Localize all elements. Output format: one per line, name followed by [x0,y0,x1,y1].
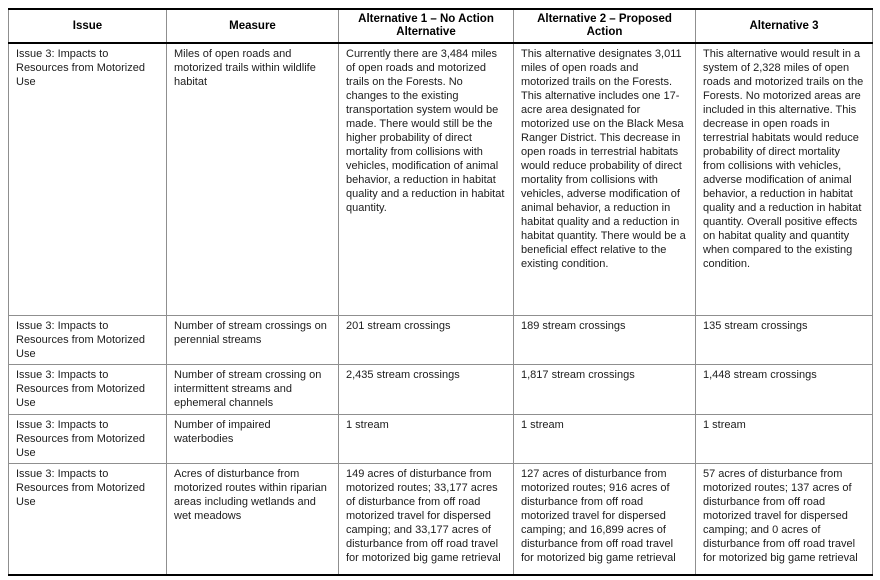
table-row [9,414,873,463]
alternative-1-cell: Currently there are 3,484 miles of open roads and motorized trails on the Forests. No changes to the existing transportation system would be made. There would still be the higher probability of direct mortality from collisions with vehicles, modification of animal behavior, a reduction in habitat quality and a reduction in habitat quantity. [339,43,514,315]
issue-cell: Issue 3: Impacts to Resources from Motorized Use [9,43,167,315]
measure-cell: Number of stream crossing on intermittent streams and ephemeral channels [167,364,339,414]
table-row [9,364,873,414]
column-header-alternative-2: Alternative 2 – Proposed Action [514,9,696,43]
table-row [9,463,873,575]
alternative-3-cell: 57 acres of disturbance from motorized routes; 137 acres of disturbance from off road motorized travel for dispersed camping; and 0 acres of disturbance from off road travel for motorized big game retrieval [696,463,873,575]
column-header-measure: Measure [167,9,339,43]
column-header-alternative-3: Alternative 3 [696,9,873,43]
alternative-2-cell: 1 stream [514,414,696,463]
measure-cell: Acres of disturbance from motorized routes within riparian areas including wetlands and wet meadows [167,463,339,575]
column-header-alternative-1: Alternative 1 – No Action Alternative [339,9,514,43]
measure-cell: Number of impaired waterbodies [167,414,339,463]
alternative-2-cell: This alternative designates 3,011 miles of open roads and motorized trails on the Forests. This alternative includes one 17-acre area designated for motorized use on the Black Mesa Ranger District. This decrease in open roads in terrestrial habitats would reduce probability of direct mortality from collisions with vehicles, adverse modification of animal behavior, a reduction in habitat quality and a reduction in habitat quantity. There would be a beneficial effect relative to the existing condition. [514,43,696,315]
table-row [9,315,873,364]
alternative-1-cell: 2,435 stream crossings [339,364,514,414]
issue-cell: Issue 3: Impacts to Resources from Motorized Use [9,414,167,463]
measure-cell: Miles of open roads and motorized trails within wildlife habitat [167,43,339,315]
alternative-2-cell: 189 stream crossings [514,315,696,364]
alternative-3-cell: 1,448 stream crossings [696,364,873,414]
table-row [9,43,873,315]
issue-cell: Issue 3: Impacts to Resources from Motorized Use [9,315,167,364]
alternative-1-cell: 201 stream crossings [339,315,514,364]
alternative-2-cell: 1,817 stream crossings [514,364,696,414]
column-header-issue: Issue [9,9,167,43]
alternative-1-cell: 1 stream [339,414,514,463]
alternative-2-cell: 127 acres of disturbance from motorized routes; 916 acres of disturbance from off road motorized travel for dispersed camping; and 16,899 acres of disturbance from off road travel for motorized big game retrieval [514,463,696,575]
alternatives-comparison-table [8,8,873,576]
alternative-3-cell: 1 stream [696,414,873,463]
table-header-row [9,9,873,43]
issue-cell: Issue 3: Impacts to Resources from Motorized Use [9,463,167,575]
measure-cell: Number of stream crossings on perennial streams [167,315,339,364]
issue-cell: Issue 3: Impacts to Resources from Motorized Use [9,364,167,414]
alternative-3-cell: 135 stream crossings [696,315,873,364]
alternative-3-cell: This alternative would result in a system of 2,328 miles of open roads and motorized trails on the Forests. No motorized areas are included in this alternative. This decrease in open roads in terrestrial habitats would reduce probability of direct mortality from collisions with vehicles, adverse modification of animal behavior, a reduction in habitat quality and a reduction in habitat quantity. Overall positive effects on habitat quality and quantity when compared to the existing condition. [696,43,873,315]
alternative-1-cell: 149 acres of disturbance from motorized routes; 33,177 acres of disturbance from off road motorized travel for dispersed camping; and 33,177 acres of disturbance from off road travel for motorized big game retrieval [339,463,514,575]
